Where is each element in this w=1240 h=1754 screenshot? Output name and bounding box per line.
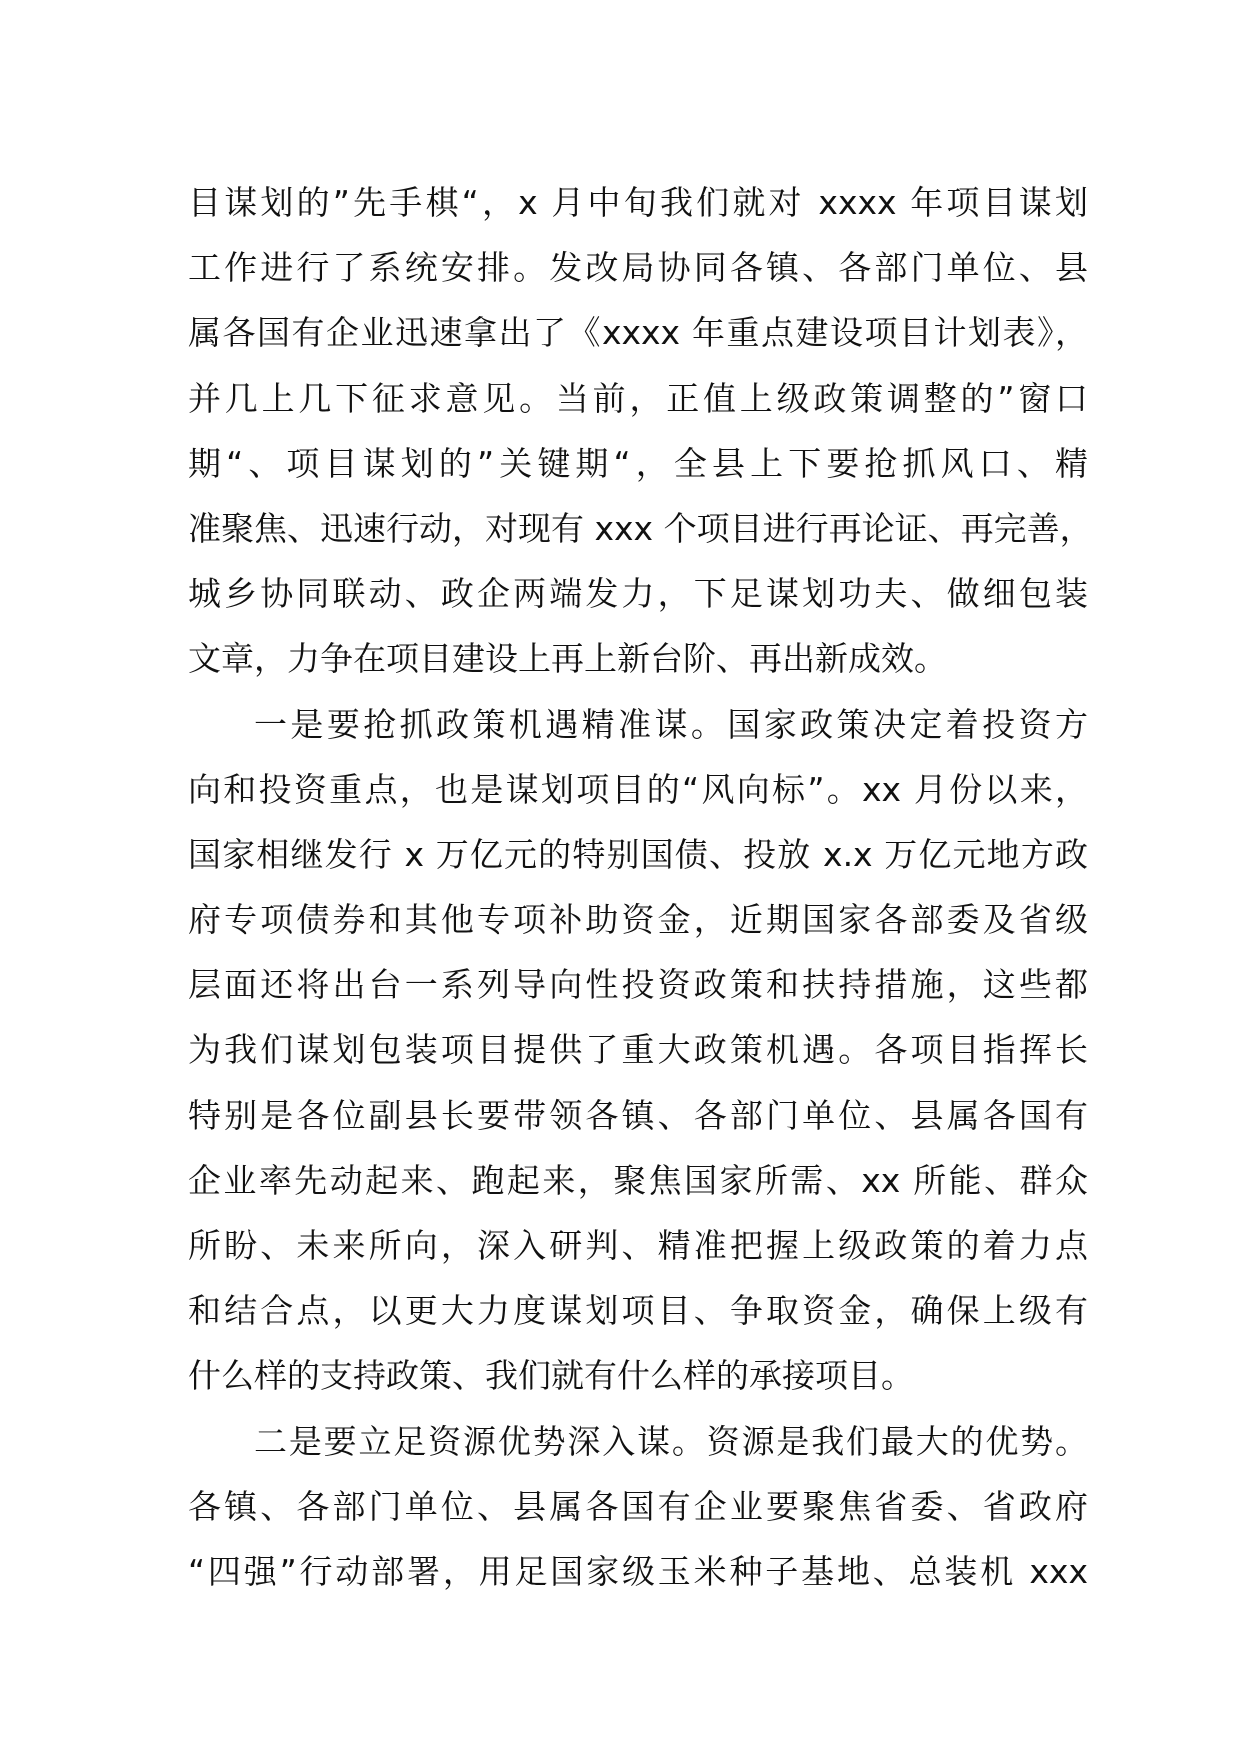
text-line: 层面还将出台一系列导向性投资政策和扶持措施，这些都 [188,965,1088,1005]
text-line: 什么样的支持政策、我们就有什么样的承接项目。 [188,1356,914,1396]
text-line: 向和投资重点，也是谋划项目的“风向标”。xx 月份以来， [188,769,1088,809]
text-line: 城乡协同联动、政企两端发力，下足谋划功夫、做细包装 [188,574,1088,614]
text-line: 并几上几下征求意见。当前，正值上级政策调整的”窗口 [188,378,1088,418]
text-line: 为我们谋划包装项目提供了重大政策机遇。各项目指挥长 [188,1030,1088,1070]
text-line: 准聚焦、迅速行动，对现有 xxx 个项目进行再论证、再完善， [188,508,1093,548]
text-line: “四强”行动部署，用足国家级玉米种子基地、总装机 xxx [188,1551,1088,1591]
text-line: 文章，力争在项目建设上再上新台阶、再出新成效。 [188,639,947,679]
document-body [188,170,1093,1604]
text-line: 国家相继发行 x 万亿元的特别国债、投放 x.x 万亿元地方政 [188,834,1088,874]
text-line: 特别是各位副县长要带领各镇、各部门单位、县属各国有 [188,1095,1088,1135]
paragraph-first-line: 二是要立足资源优势深入谋。资源是我们最大的优势。 [254,1421,1088,1461]
text-line: 目谋划的”先手棋“，x 月中旬我们就对 xxxx 年项目谋划 [188,183,1088,222]
text-line: 各镇、各部门单位、县属各国有企业要聚焦省委、省政府 [188,1486,1088,1526]
text-line: 所盼、未来所向，深入研判、精准把握上级政策的着力点 [188,1226,1088,1265]
paragraph-first-line: 一是要抢抓政策机遇精准谋。国家政策决定着投资方 [254,704,1088,744]
text-line: 府专项债券和其他专项补助资金，近期国家各部委及省级 [188,900,1088,940]
text-line: 属各国有企业迅速拿出了《xxxx 年重点建设项目计划表》， [188,313,1088,353]
text-line: 企业率先动起来、跑起来，聚焦国家所需、xx 所能、群众 [188,1160,1088,1200]
text-line: 期“、项目谋划的”关键期“，全县上下要抢抓风口、精 [188,443,1088,483]
text-line: 和结合点，以更大力度谋划项目、争取资金，确保上级有 [188,1291,1088,1331]
text-line: 工作进行了系统安排。发改局协同各镇、各部门单位、县 [188,248,1088,288]
